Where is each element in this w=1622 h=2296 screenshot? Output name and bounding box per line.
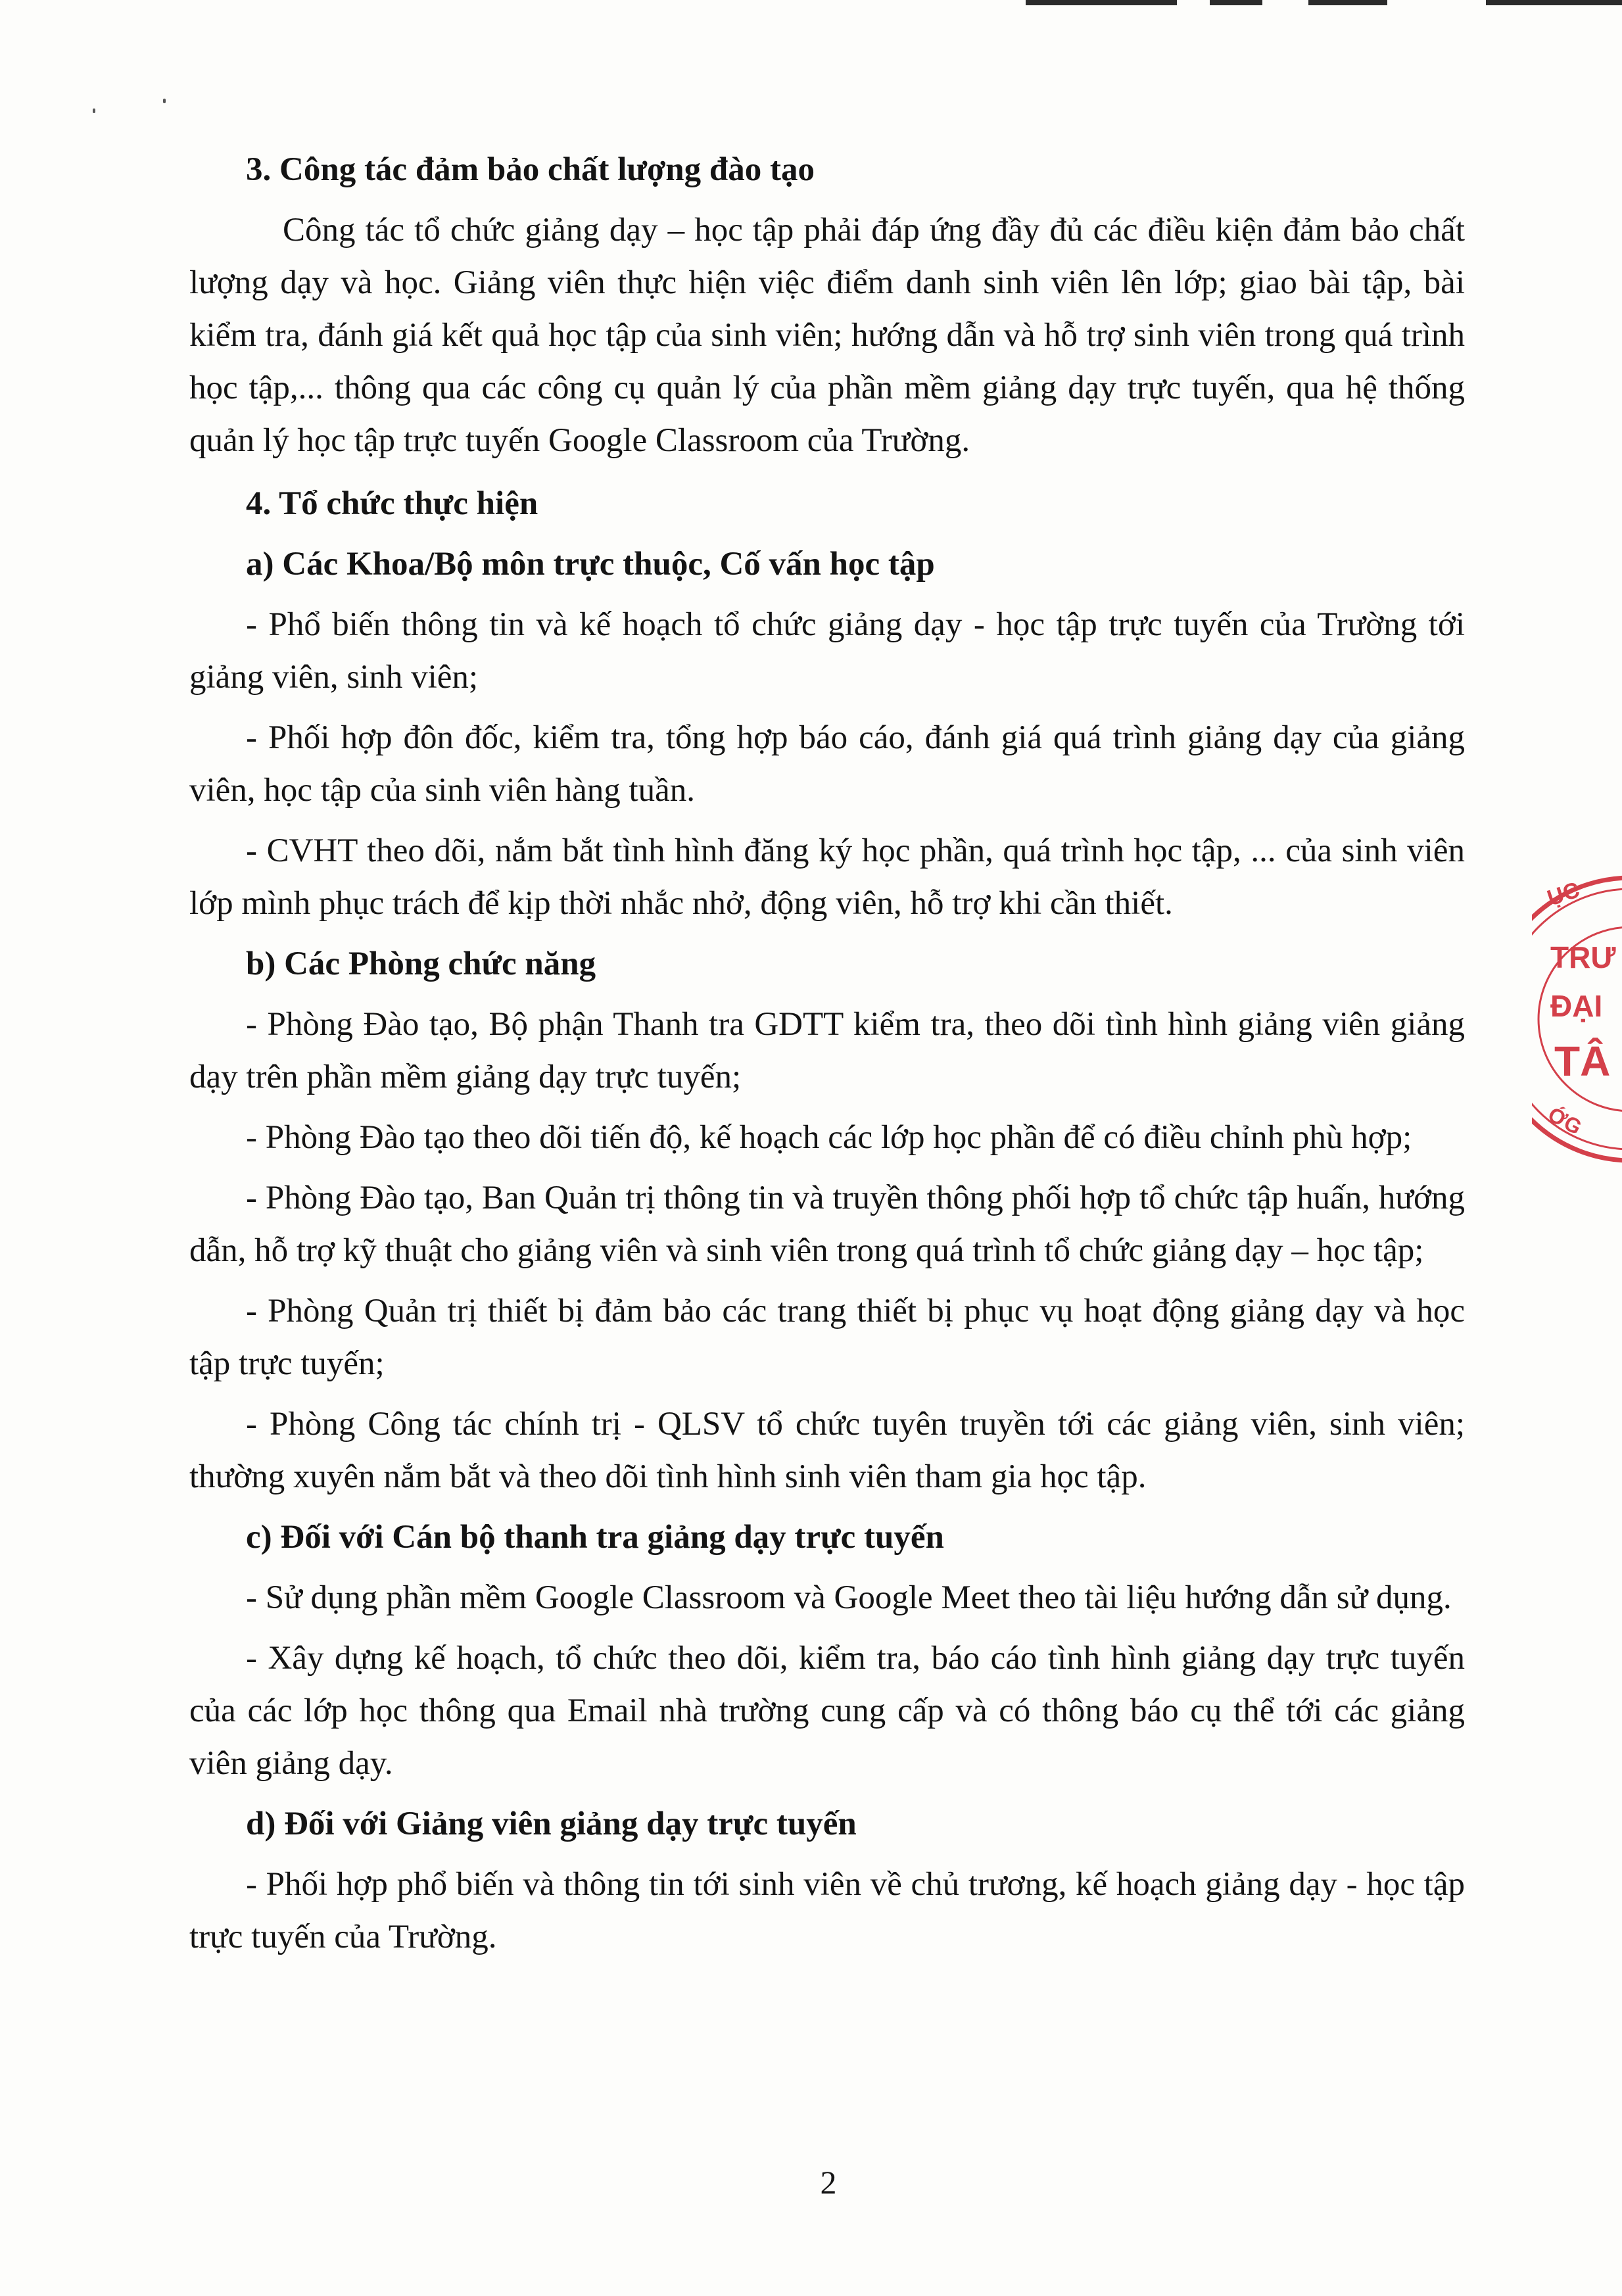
body-paragraph: Công tác tổ chức giảng dạy – học tập phải đáp ứng đầy đủ các điều kiện đảm bảo chất lượng dạy và học. Giảng viên thực hiện việc điểm danh sinh viên lên lớp; giao bài tập, bài kiểm tra, đánh giá kết quả học tập của sinh viên; hướng dẫn và hỗ trợ sinh viên trong quá trình học tập,... thông qua các công cụ quản lý của phần mềm giảng dạy trực tuyến, qua hệ thống quản lý học tập trực tuyến Google Classroom của Trường.: [189, 212, 1465, 459]
list-item: - Phòng Công tác chính trị - QLSV tổ chức tuyên truyền tới các giảng viên, sinh viên; thường xuyên nắm bắt và theo dõi tình hình sinh viên tham gia học tập.: [189, 1406, 1465, 1495]
page-number: 2: [820, 2164, 837, 2201]
section-quality-assurance: [189, 143, 1465, 467]
list-item: - Phổ biến thông tin và kế hoạch tổ chức giảng dạy - học tập trực tuyến của Trường tới giảng viên, sinh viên;: [189, 606, 1465, 696]
subsection-heading: b) Các Phòng chức năng: [246, 945, 596, 982]
section-implementation: [189, 477, 1465, 538]
list-item: - Phòng Đào tạo theo dõi tiến độ, kế hoạch các lớp học phần để có điều chỉnh phù hợp;: [246, 1119, 1412, 1156]
list-item: - Phòng Quản trị thiết bị đảm bảo các trang thiết bị phục vụ hoạt động giảng dạy và học tập trực tuyến;: [189, 1293, 1465, 1382]
scan-top-edge: [0, 0, 1622, 7]
section-heading: 3. Công tác đảm bảo chất lượng đào tạo: [246, 151, 815, 188]
list-item: - Phòng Đào tạo, Ban Quản trị thông tin và truyền thông phối hợp tổ chức tập huấn, hướng dẫn, hỗ trợ kỹ thuật cho giảng viên và sinh viên trong quá trình tổ chức giảng dạy – học tập;: [189, 1180, 1465, 1269]
list-item: - Xây dựng kế hoạch, tổ chức theo dõi, kiểm tra, báo cáo tình hình giảng dạy trực tuyến của các lớp học thông qua Email nhà trường cung cấp và có thông báo cụ thể tới các giảng viên giảng dạy.: [189, 1640, 1465, 1782]
seal-text-arc-bottom: ỚG: [1544, 1102, 1586, 1139]
list-item: - Phòng Đào tạo, Bộ phận Thanh tra GDTT kiểm tra, theo dõi tình hình giảng viên giảng dạy trên phần mềm giảng dạy trực tuyến;: [189, 1006, 1465, 1095]
seal-text-arc-top: ỤC: [1544, 877, 1583, 911]
list-item: - CVHT theo dõi, nắm bắt tình hình đăng ký học phần, quá trình học tập, ... của sinh viên lớp mình phục trách để kịp thời nhắc nhở, động viên, hỗ trợ khi cần thiết.: [189, 832, 1465, 922]
section-faculties: [189, 538, 1465, 930]
seal-text-line: ĐẠI: [1550, 989, 1603, 1023]
section-heading: 4. Tổ chức thực hiện: [246, 485, 538, 522]
subsection-heading: d) Đối với Giảng viên giảng dạy trực tuyến: [246, 1806, 857, 1842]
seal-text-large: TÂ: [1554, 1038, 1611, 1085]
list-item: - Sử dụng phần mềm Google Classroom và Google Meet theo tài liệu hướng dẫn sử dụng.: [246, 1579, 1452, 1616]
section-inspectors: [189, 1511, 1465, 1790]
subsection-heading: a) Các Khoa/Bộ môn trực thuộc, Cố vấn học tập: [246, 546, 935, 583]
document-body: [189, 143, 1465, 1971]
section-lecturers: [189, 1798, 1465, 1963]
seal-graphic: [1532, 868, 1622, 1170]
section-offices: [189, 938, 1465, 1503]
list-item: - Phối hợp đôn đốc, kiểm tra, tổng hợp báo cáo, đánh giá quá trình giảng dạy của giảng viên, học tập của sinh viên hàng tuần.: [189, 719, 1465, 809]
list-item: - Phối hợp phổ biến và thông tin tới sinh viên về chủ trương, kế hoạch giảng dạy - học tập trực tuyến của Trường.: [189, 1866, 1465, 1955]
subsection-heading: c) Đối với Cán bộ thanh tra giảng dạy trực tuyến: [246, 1519, 944, 1556]
red-seal-stamp: [1532, 868, 1622, 1170]
seal-text-line: TRƯ: [1550, 940, 1616, 974]
